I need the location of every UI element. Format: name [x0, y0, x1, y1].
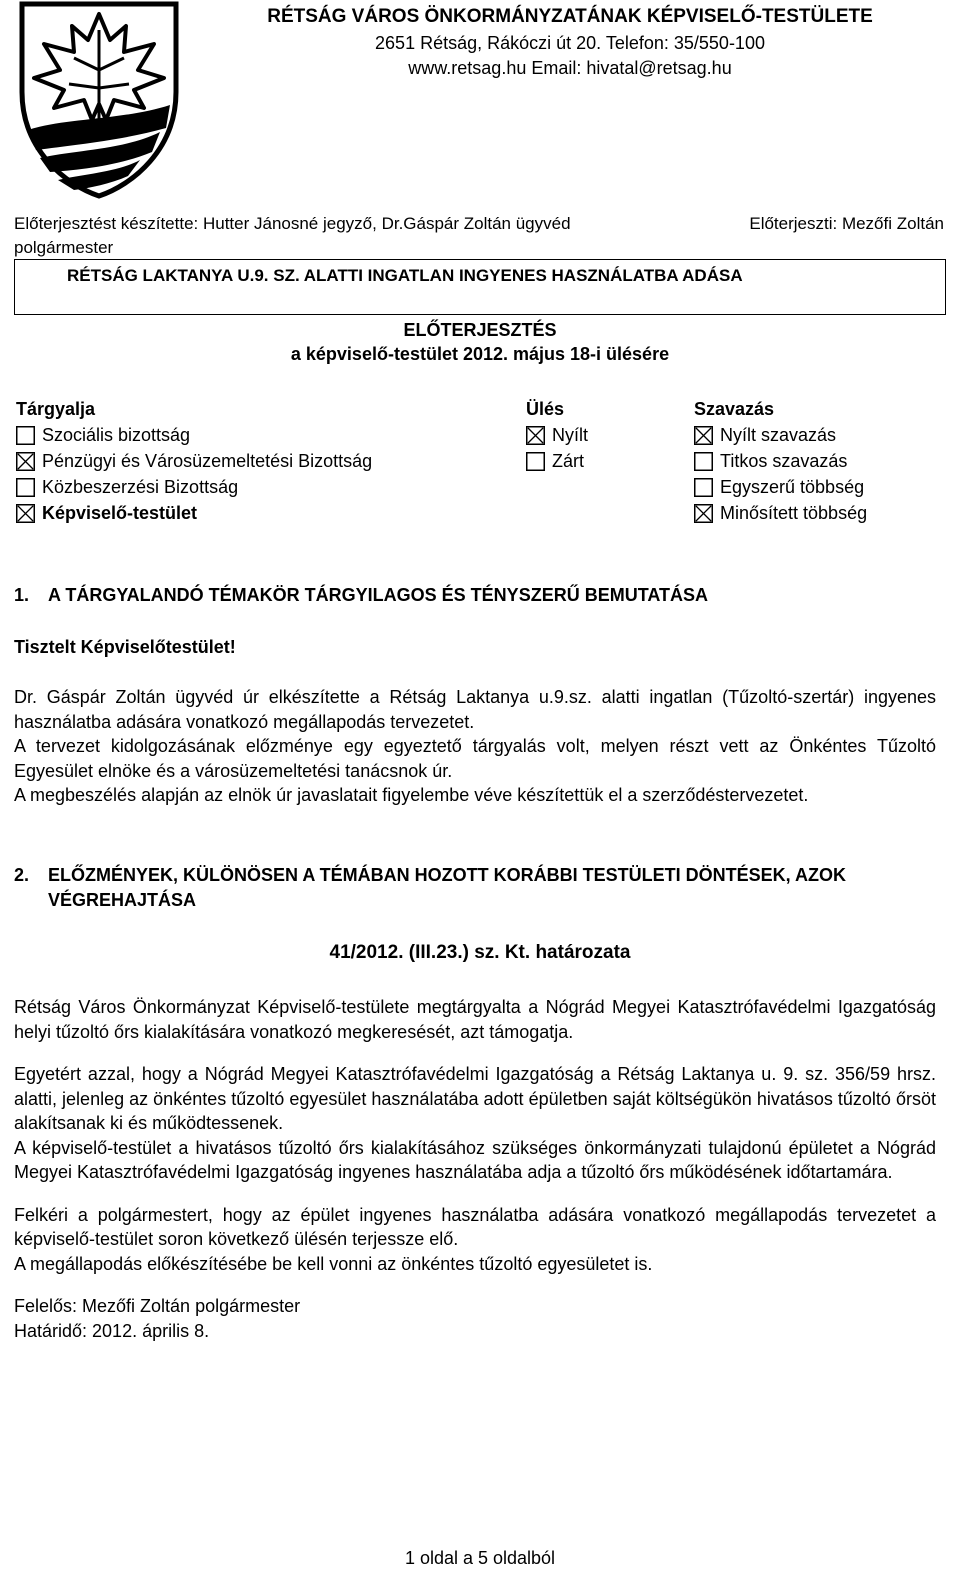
section-2-heading	[14, 863, 936, 912]
org-name: RÉTSÁG VÁROS ÖNKORMÁNYZATÁNAK KÉPVISELŐ-TESTÜLETE	[267, 6, 873, 27]
greeting: Tisztelt Képviselőtestület!	[14, 637, 236, 657]
session-header: Ülés	[526, 399, 565, 419]
resolution-body	[14, 995, 936, 1343]
voting-option[interactable]	[694, 448, 867, 474]
checkbox-icon[interactable]	[694, 478, 720, 497]
checkbox-icon[interactable]	[694, 452, 720, 471]
option-label: Egyszerű többség	[720, 476, 865, 497]
checked-box-icon[interactable]	[16, 504, 42, 523]
discussed-by-option[interactable]	[16, 474, 372, 500]
option-label: Nyílt	[552, 424, 588, 445]
resolution-title: 41/2012. (III.23.) sz. Kt. határozata	[329, 942, 631, 963]
page-footer: 1 oldal a 5 oldalból	[404, 1548, 556, 1568]
resolution-paragraph: Egyetért azzal, hogy a Nógrád Megyei Katasztrófavédelmi Igazgatóság a Rétság Laktanya u. 9. sz. 356/59 hrsz. alatti, jelenleg az önkéntes tűzoltó egyesület használatába adott épületben saját költségükön hivatásos tűzoltó őrsöt alakítsanak ki és működtessenek.	[14, 1064, 936, 1133]
section-2-title: ELŐZMÉNYEK, KÜLÖNÖSEN A TÉMÁBAN HOZOTT KORÁBBI TESTÜLETI DÖNTÉSEK, AZOK VÉGREHAJTÁSA	[48, 865, 846, 910]
responsible: Felelős: Mezőfi Zoltán polgármester	[14, 1296, 301, 1316]
section-1-title: A TÁRGYALANDÓ TÉMAKÖR TÁRGYILAGOS ÉS TÉNYSZERŰ BEMUTATÁSA	[48, 585, 709, 605]
checked-box-icon[interactable]	[694, 504, 720, 523]
section-1-paragraph: A tervezet kidolgozásának előzménye egy egyeztető tárgyalás volt, melyen részt vett az Önkéntes Tűzoltó Egyesület elnöke és a városüzemeltetési tanácsnok úr.	[14, 736, 936, 781]
proposal-subtitle: a képviselő-testület 2012. május 18-i ülésére	[290, 344, 670, 364]
presenter-role: polgármester	[14, 238, 114, 257]
checkbox-icon[interactable]	[16, 478, 42, 497]
discussed-by-option[interactable]	[16, 448, 372, 474]
subject-title: RÉTSÁG LAKTANYA U.9. SZ. ALATTI INGATLAN INGYENES HASZNÁLATBA ADÁSA	[67, 266, 743, 285]
option-label: Titkos szavazás	[720, 450, 848, 471]
prepared-by-block	[14, 212, 944, 260]
discussed-by-option[interactable]	[16, 422, 372, 448]
discussed-by-option[interactable]	[16, 500, 372, 526]
resolution-paragraph: Felkéri a polgármestert, hogy az épület ingyenes használatba adására vonatkozó megállapodás tervezetet a képviselő-testület soron következő ülésén terjessze elő.	[14, 1204, 936, 1249]
option-label: Nyílt szavazás	[720, 424, 837, 445]
session-option[interactable]	[526, 422, 588, 448]
voting-option[interactable]	[694, 500, 867, 526]
presenter: Előterjeszti: Mezőfi Zoltán	[749, 214, 944, 233]
checkbox-icon[interactable]	[16, 426, 42, 445]
checked-box-icon[interactable]	[694, 426, 720, 445]
option-label: Minősített többség	[720, 502, 868, 523]
subject-box	[14, 259, 946, 315]
section-1-paragraph: Dr. Gáspár Zoltán ügyvéd úr elkészítette a Rétság Laktanya u.9.sz. alatti ingatlan (Tűzoltó-szertár) ingyenes használatba adására vonatkozó megállapodás tervezetet.	[14, 687, 936, 732]
option-label: Közbeszerzési Bizottság	[42, 476, 239, 497]
discussed-by-header: Tárgyalja	[16, 399, 96, 419]
session-option[interactable]	[526, 448, 588, 474]
voting-column	[694, 396, 867, 526]
section-1-number: 1.	[14, 585, 30, 605]
voting-option[interactable]	[694, 474, 867, 500]
section-1-heading	[14, 583, 936, 608]
checkbox-icon[interactable]	[526, 452, 552, 471]
option-label: Szociális bizottság	[42, 424, 191, 445]
resolution-paragraph: A megállapodás előkészítésébe be kell vonni az önkéntes tűzoltó egyesületet is.	[14, 1253, 653, 1274]
proposal-title: ELŐTERJESZTÉS	[403, 320, 557, 340]
session-column	[526, 396, 588, 474]
resolution-paragraph: A képviselő-testület a hivatásos tűzoltó őrs kialakításához szükséges önkormányzati tulajdonú épületet a Nógrád Megyei Katasztrófavédelmi Igazgatóság ingyenes használatába adja a tűzoltó őrs működésének időtartamára.	[14, 1137, 936, 1182]
org-address: 2651 Rétság, Rákóczi út 20. Telefon: 35/550-100	[375, 33, 765, 53]
option-label: Zárt	[552, 450, 585, 471]
section-1-body	[14, 685, 936, 808]
option-label: Pénzügyi és Városüzemeltetési Bizottság	[42, 450, 373, 471]
section-1-paragraph: A megbeszélés alapján az elnök úr javaslatait figyelembe véve készítettük el a szerződéstervezetet.	[14, 785, 809, 805]
deadline: Határidő: 2012. április 8.	[14, 1320, 210, 1341]
coat-of-arms-logo	[14, 0, 184, 200]
checked-box-icon[interactable]	[526, 426, 552, 445]
option-label: Képviselő-testület	[42, 502, 198, 523]
voting-option[interactable]	[694, 422, 867, 448]
discussed-by-column	[16, 396, 372, 526]
resolution-paragraph: Rétság Város Önkormányzat Képviselő-testülete megtárgyalta a Nógrád Megyei Katasztrófavédelmi Igazgatóság helyi tűzoltó őrs kialakítására vonatkozó megkeresését, azt támogatja.	[14, 997, 936, 1042]
prepared-by: Előterjesztést készítette: Hutter Jánosné jegyző, Dr.Gáspár Zoltán ügyvéd	[14, 214, 571, 233]
voting-header: Szavazás	[694, 399, 775, 419]
checked-box-icon[interactable]	[16, 452, 42, 471]
org-contact: www.retsag.hu Email: hivatal@retsag.hu	[408, 58, 732, 78]
section-2-number: 2.	[14, 865, 30, 885]
